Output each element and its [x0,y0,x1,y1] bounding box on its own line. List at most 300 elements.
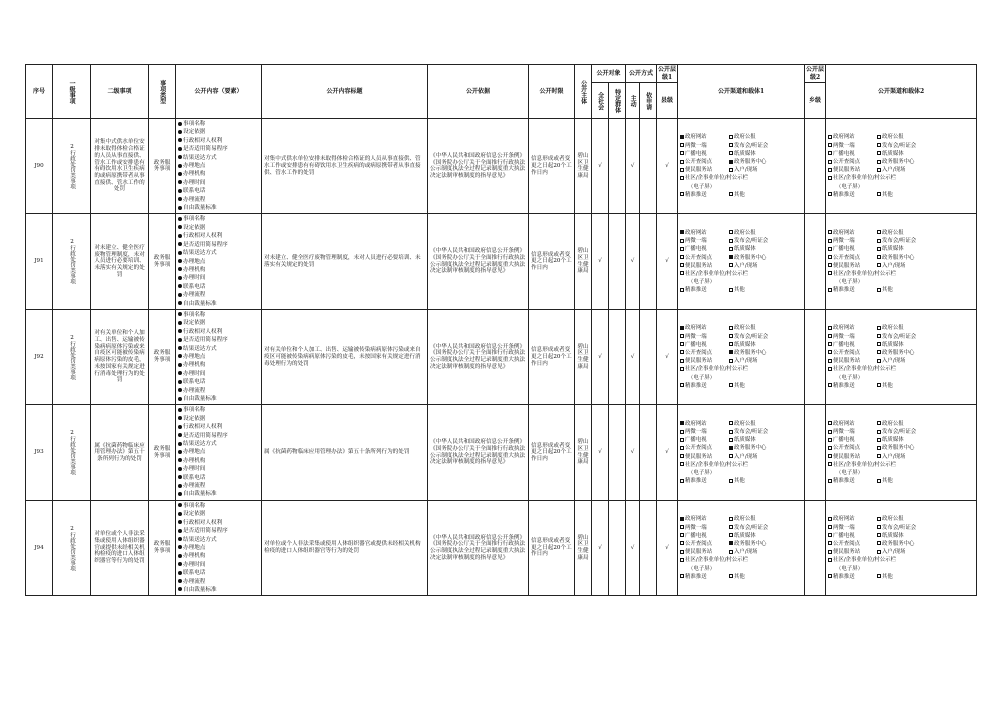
content-item: 办理流程 [178,291,259,299]
bullet-icon [178,276,182,280]
header-level1-group: 公开层级1 [658,66,677,81]
channel-line [828,444,974,452]
content-item: 结果送达方式 [178,249,259,257]
channel-option: （电子屏） [836,183,863,190]
channel-option: 广播电视 [680,532,729,540]
channel-option: 纸质媒体 [729,532,778,540]
row-channel2 [826,119,977,214]
channel-option: 其他 [877,191,926,199]
checkbox-icon [828,288,832,292]
bullet-icon [178,520,182,524]
row-basis: 《中华人民共和国政府信息公开条例》《国务院办公厅关于全面推行行政执法公示制度执法全过程记录制度重大执法决定法制审核制度的指导意见》 [428,309,529,404]
channel-line [828,357,974,365]
bullet-icon [178,338,182,342]
channel-option: 广播电视 [828,341,877,349]
checkbox-icon [828,517,832,521]
channel-option: （电子屏） [836,470,863,477]
table-row [26,119,977,214]
checkbox-icon [729,421,733,425]
content-item: 是否适用简易程序 [178,145,259,153]
channel-line [680,548,802,556]
channel-option: 入户/现场 [729,548,778,556]
checkbox-icon [680,160,684,164]
channel-line [828,191,974,199]
channel-line [828,245,974,253]
channel-line [680,540,802,548]
content-item: 联系电话 [178,569,259,577]
channel-line [680,453,802,461]
checkbox-icon [877,160,881,164]
channel-option: 公开查阅点 [680,540,729,548]
row-seq: J91 [26,214,53,309]
bullet-icon [178,458,182,462]
channel-option: 广播电视 [680,245,729,253]
row-county: √ [657,405,678,500]
row-level2: 对未建立、健全医疗废物管理制度，未对人员进行必要培训、未落实有关规定的处罚 [91,214,149,309]
content-item: 自由裁量标准 [178,490,259,498]
checkbox-icon [828,168,832,172]
channel-line [680,133,802,141]
content-item: 结果送达方式 [178,345,259,353]
channel-line [680,469,802,477]
channel-line [680,524,802,532]
checkbox-icon [729,192,733,196]
channel-line [828,341,974,349]
channel-option: 便民服务站 [680,548,729,556]
channel-line [680,573,802,581]
row-seq: J93 [26,405,53,500]
checkbox-icon [680,421,684,425]
channel-option: 精准推送 [680,573,729,581]
checkbox-icon [729,438,733,442]
content-item: 结果送达方式 [178,536,259,544]
row-subject: 碧山区卫生健康局 [575,500,592,595]
content-item: 事项名称 [178,406,259,414]
checkbox-icon [828,383,832,387]
channel-option: 公开查阅点 [828,158,877,166]
channel-option: 公开查阅点 [828,444,877,452]
bullet-icon [178,475,182,479]
checkbox-icon [729,446,733,450]
channel-option: 政务服务中心 [877,540,926,548]
channel-option: 其他 [729,382,778,390]
bullet-icon [178,425,182,429]
channel-option: 社区/企事业单位/村公示栏 [828,366,896,372]
header-level2: 二级事项 [91,65,149,119]
checkbox-icon [680,151,684,155]
checkbox-icon [877,151,881,155]
channel-option: 政府网站 [828,515,877,523]
channel-line [828,286,974,294]
channel-option: 纸质媒体 [877,436,926,444]
content-item: 办理地点 [178,448,259,456]
bullet-icon [178,492,182,496]
header-method: 公开方式 [626,65,657,83]
bullet-icon [178,130,182,134]
checkbox-icon [877,239,881,243]
channel-option: 政府网站 [828,420,877,428]
row-channel1 [678,309,805,404]
row-township [805,214,826,309]
row-content-items [176,405,262,500]
channel-line [828,150,974,158]
channel-option: （电子屏） [836,565,863,572]
row-target-specific [609,214,626,309]
channel-option: 两微一端 [828,142,877,150]
bullet-icon [178,312,182,316]
checkbox-icon [877,479,881,483]
channel-line [828,254,974,262]
channel-option: 发布会/听证会 [877,237,926,245]
row-method-active: √ [626,214,640,309]
content-item: 办理流程 [178,196,259,204]
content-item: 行政相对人权利 [178,232,259,240]
row-timing: 信息形成或者变更之日起20个工作日内 [529,214,575,309]
channel-option: 政府网站 [828,133,877,141]
content-item: 办理机构 [178,457,259,465]
table-row [26,405,977,500]
checkbox-icon [828,462,832,466]
content-item: 行政相对人权利 [178,423,259,431]
channel-option: 其他 [877,382,926,390]
header-method-active: 主动 [626,83,640,119]
channel-line [680,436,802,444]
header-channel2: 公开渠道和载体2 [826,65,977,119]
checkbox-icon [729,430,733,434]
channel-line [680,382,802,390]
channel-line [828,469,974,477]
checkbox-icon [680,247,684,251]
channel-option: 政府公报 [729,515,778,523]
row-county: √ [657,309,678,404]
content-item: 办理机构 [178,552,259,560]
bullet-icon [178,433,182,437]
bullet-icon [178,329,182,333]
channel-line [828,270,974,278]
checkbox-icon [828,239,832,243]
content-item: 联系电话 [178,378,259,386]
bullet-icon [178,408,182,412]
channel-option: 精准推送 [680,286,729,294]
header-basis: 公开依据 [428,65,529,119]
bullet-icon [178,354,182,358]
channel-option: 便民服务站 [828,453,877,461]
checkbox-icon [877,263,881,267]
table-row [26,309,977,404]
channel-option: 政府公报 [729,324,778,332]
bullet-icon [178,293,182,297]
header-county: 县级 [657,83,678,119]
channel-line [680,341,802,349]
channel-line [680,191,802,199]
row-basis: 《中华人民共和国政府信息公开条例》《国务院办公厅关于全面推行行政执法公示制度执法全过程记录制度重大执法决定法制审核制度的指导意见》 [428,500,529,595]
channel-option: 其他 [877,477,926,485]
bullet-icon [178,259,182,263]
checkbox-icon [828,533,832,537]
content-item: 设定依据 [178,415,259,423]
channel-option: 精准推送 [828,286,877,294]
row-timing: 信息形成或者变更之日起20个工作日内 [529,119,575,214]
channel-option: 两微一端 [828,524,877,532]
bullet-icon [178,242,182,246]
channel-line [680,183,802,191]
channel-line [828,532,974,540]
bullet-icon [178,301,182,305]
channel-option: 其他 [877,286,926,294]
checkbox-icon [729,350,733,354]
row-subject: 碧山区卫生健康局 [575,214,592,309]
checkbox-icon [877,383,881,387]
bullet-icon [178,217,182,221]
row-township [805,500,826,595]
checkbox-icon [877,288,881,292]
channel-option: （电子屏） [836,279,863,286]
row-county: √ [657,500,678,595]
row-method-request [640,119,657,214]
row-type: 政务服务事项 [149,309,176,404]
channel-line [828,515,974,523]
channel-option: 政府公报 [877,324,926,332]
channel-line [680,229,802,237]
channel-option: 纸质媒体 [877,245,926,253]
channel-option: 入户/现场 [729,262,778,270]
checkbox-icon [729,334,733,338]
channel-line [828,229,974,237]
header-seq: 序号 [26,65,53,119]
channel-line [680,254,802,262]
checkbox-icon [680,271,684,275]
checkbox-icon [828,151,832,155]
header-type: 事项类型 [149,65,176,119]
bullet-icon [178,380,182,384]
channel-line [680,286,802,294]
channel-option: 两微一端 [680,142,729,150]
checkbox-icon [877,541,881,545]
checkbox-icon [877,143,881,147]
header-channel1: 公开渠道和载体1 [678,65,805,119]
checkbox-icon [729,517,733,521]
bullet-icon [178,172,182,176]
channel-option: 政府网站 [828,229,877,237]
content-item: 办理时间 [178,274,259,282]
channel-line [680,565,802,573]
row-township [805,405,826,500]
channel-option: 广播电视 [680,436,729,444]
channel-option: 政府网站 [680,515,729,523]
row-target-all: √ [592,214,609,309]
checkbox-icon [729,550,733,554]
checkbox-icon [828,550,832,554]
channel-line [828,262,974,270]
channel-option: 政务服务中心 [877,349,926,357]
channel-option: 便民服务站 [680,453,729,461]
content-item: 自由裁量标准 [178,395,259,403]
content-item: 办理机构 [178,361,259,369]
channel-option: 便民服务站 [828,548,877,556]
channel-option: 社区/企事业单位/村公示栏 [828,271,896,277]
channel-option: 两微一端 [828,237,877,245]
checkbox-icon [680,517,684,521]
content-item: 自由裁量标准 [178,586,259,594]
row-channel1 [678,214,805,309]
checkbox-icon [877,135,881,139]
channel-option: 公开查阅点 [680,254,729,262]
header-level2-group: 公开层级2 [806,66,825,81]
checkbox-icon [828,525,832,529]
bullet-icon [178,155,182,159]
channel-option: 公开查阅点 [828,349,877,357]
channel-line [680,365,802,373]
row-channel1 [678,500,805,595]
bullet-icon [178,206,182,210]
bullet-icon [178,388,182,392]
channel-line [680,461,802,469]
row-channel1 [678,405,805,500]
checkbox-icon [680,288,684,292]
row-timing: 信息形成或者变更之日起20个工作日内 [529,405,575,500]
channel-line [680,556,802,564]
bullet-icon [178,122,182,126]
checkbox-icon [877,533,881,537]
checkbox-icon [877,574,881,578]
checkbox-icon [877,230,881,234]
channel-line [680,349,802,357]
content-item: 办理流程 [178,482,259,490]
checkbox-icon [680,525,684,529]
channel-line [680,150,802,158]
row-method-active: √ [626,119,640,214]
row-level1: 2行政处罚类事项 [53,500,91,595]
checkbox-icon [877,421,881,425]
channel-option: 发布会/听证会 [729,428,778,436]
row-type: 政务服务事项 [149,500,176,595]
channel-option: 精准推送 [828,477,877,485]
checkbox-icon [729,533,733,537]
row-basis: 《中华人民共和国政府信息公开条例》《国务院办公厅关于全面推行行政执法公示制度执法全过程记录制度重大执法决定法制审核制度的指导意见》 [428,214,529,309]
bullet-icon [178,363,182,367]
bullet-icon [178,321,182,325]
checkbox-icon [828,350,832,354]
channel-line [680,515,802,523]
checkbox-icon [828,176,832,180]
channel-option: 便民服务站 [680,166,729,174]
channel-option: 政务服务中心 [877,444,926,452]
channel-option: 政务服务中心 [729,158,778,166]
header-content-title: 公开内容标题 [262,65,428,119]
content-item: 办理地点 [178,162,259,170]
channel-option: 精准推送 [828,382,877,390]
row-basis: 《中华人民共和国政府信息公开条例》《国务院办公厅关于全面推行行政执法公示制度执法全过程记录制度重大执法决定法制审核制度的指导意见》 [428,119,529,214]
channel-line [828,166,974,174]
bullet-icon [178,512,182,516]
content-item: 办理时间 [178,465,259,473]
bullet-icon [178,484,182,488]
content-item: 办理机构 [178,266,259,274]
row-method-request [640,500,657,595]
channel-option: 广播电视 [828,150,877,158]
channel-option: 政府公报 [729,229,778,237]
channel-line [828,382,974,390]
checkbox-icon [680,550,684,554]
checkbox-icon [680,438,684,442]
checkbox-icon [877,359,881,363]
channel-line [680,158,802,166]
content-item: 办理机构 [178,170,259,178]
channel-line [680,174,802,182]
row-level1: 2行政处罚类事项 [53,309,91,404]
channel-option: 政务服务中心 [877,158,926,166]
row-target-all: √ [592,500,609,595]
checkbox-icon [729,247,733,251]
channel-option: 社区/企事业单位/村公示栏 [680,271,748,277]
channel-line [828,365,974,373]
content-item: 设定依据 [178,224,259,232]
checkbox-icon [828,271,832,275]
checkbox-icon [680,454,684,458]
channel-line [680,532,802,540]
channel-option: 精准推送 [828,573,877,581]
channel-option: 便民服务站 [828,166,877,174]
channel-line [828,548,974,556]
channel-line [680,237,802,245]
channel-option: 发布会/听证会 [729,142,778,150]
channel-line [828,436,974,444]
header-content: 公开内容（要素） [176,65,262,119]
channel-line [828,374,974,382]
channel-option: 发布会/听证会 [877,428,926,436]
channel-option: 其他 [877,573,926,581]
content-item: 办理地点 [178,544,259,552]
row-level2: 对单位或个人非法采集或使用人体组织器官或提供未经相关机构检疫的进口人体组织器官等行为的处罚 [91,500,149,595]
content-item: 设定依据 [178,510,259,518]
checkbox-icon [828,574,832,578]
content-item: 办理流程 [178,578,259,586]
channel-option: 政府网站 [680,229,729,237]
checkbox-icon [729,479,733,483]
bullet-icon [178,197,182,201]
row-channel2 [826,500,977,595]
channel-line [828,540,974,548]
row-county: √ [657,119,678,214]
channel-line [680,374,802,382]
channel-line [828,237,974,245]
row-seq: J90 [26,119,53,214]
checkbox-icon [828,454,832,458]
channel-option: 发布会/听证会 [877,142,926,150]
channel-option: 政府网站 [680,133,729,141]
content-item: 事项名称 [178,311,259,319]
checkbox-icon [680,367,684,371]
channel-line [828,158,974,166]
bullet-icon [178,529,182,533]
checkbox-icon [877,350,881,354]
checkbox-icon [877,334,881,338]
channel-option: 入户/现场 [877,453,926,461]
content-item: 办理流程 [178,387,259,395]
row-channel2 [826,405,977,500]
channel-option: 发布会/听证会 [729,333,778,341]
row-level2: 属《抗菌药物临床应用管理办法》第五十条所列行为的处罚 [91,405,149,500]
channel-option: 入户/现场 [729,453,778,461]
row-content-title: 对有关单位和个人加工、出售、运输被传染病病原体污染或来自疫区可能被传染病病原体污染的皮毛，未按国家有关规定进行消毒处理行为的处罚 [262,309,428,404]
bullet-icon [178,371,182,375]
channel-line [680,245,802,253]
row-method-request [640,214,657,309]
row-level1: 2行政处罚类事项 [53,405,91,500]
row-method-active: √ [626,309,640,404]
content-item: 结果送达方式 [178,154,259,162]
row-seq: J92 [26,309,53,404]
